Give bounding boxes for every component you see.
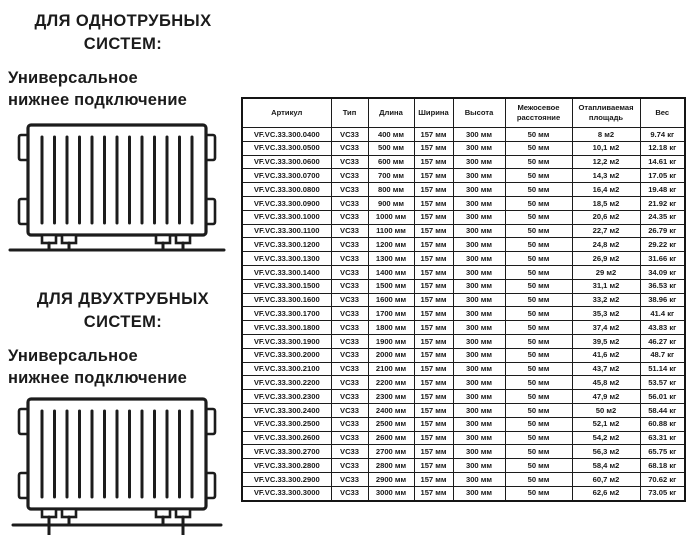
table-cell: VF.VC.33.300.1100 [242, 224, 331, 238]
table-cell: VF.VC.33.300.2200 [242, 376, 331, 390]
table-cell: 50 м2 [572, 403, 640, 417]
table-row [242, 403, 685, 417]
table-cell: 900 мм [368, 196, 414, 210]
table-cell: 45,8 м2 [572, 376, 640, 390]
radiator-two-pipe-bottom-connection-icon [8, 394, 226, 535]
table-cell: 47,9 м2 [572, 390, 640, 404]
single-pipe-heading [8, 10, 238, 56]
table-cell: 600 мм [368, 155, 414, 169]
table-cell: 300 мм [453, 141, 505, 155]
table-row [242, 445, 685, 459]
table-cell: 157 мм [414, 390, 453, 404]
table-row [242, 417, 685, 431]
table-row [242, 128, 685, 142]
table-cell: VF.VC.33.300.1900 [242, 334, 331, 348]
table-cell: VC33 [331, 293, 368, 307]
table-cell: VF.VC.33.300.1400 [242, 265, 331, 279]
table-cell: VC33 [331, 169, 368, 183]
table-cell: 2900 мм [368, 472, 414, 486]
table-cell: 60,7 м2 [572, 472, 640, 486]
heading-line: СИСТЕМ: [83, 313, 163, 331]
table-row [242, 472, 685, 486]
table-cell: 2400 мм [368, 403, 414, 417]
heading-line: ДЛЯ ДВУХТРУБНЫХ [36, 290, 210, 308]
table-cell: VC33 [331, 459, 368, 473]
table-cell: 46.27 кг [640, 334, 685, 348]
table-cell: VF.VC.33.300.0600 [242, 155, 331, 169]
table-cell: VC33 [331, 155, 368, 169]
table-cell: 300 мм [453, 293, 505, 307]
table-cell: VF.VC.33.300.0700 [242, 169, 331, 183]
table-cell: 157 мм [414, 141, 453, 155]
table-row [242, 348, 685, 362]
table-cell: 50 мм [505, 293, 572, 307]
column-header: Тип [331, 98, 368, 128]
table-cell: 300 мм [453, 334, 505, 348]
table-cell: 1800 мм [368, 321, 414, 335]
table-cell: VC33 [331, 279, 368, 293]
table-cell: 300 мм [453, 224, 505, 238]
table-cell: 157 мм [414, 293, 453, 307]
table-cell: VF.VC.33.300.1800 [242, 321, 331, 335]
table-cell: 50 мм [505, 169, 572, 183]
table-cell: VF.VC.33.300.0400 [242, 128, 331, 142]
table-cell: 50 мм [505, 362, 572, 376]
table-cell: 50 мм [505, 196, 572, 210]
table-row [242, 459, 685, 473]
table-cell: 157 мм [414, 155, 453, 169]
table-row [242, 224, 685, 238]
table-cell: VC33 [331, 472, 368, 486]
table-cell: 1700 мм [368, 307, 414, 321]
table-cell: 54,2 м2 [572, 431, 640, 445]
table-cell: 50 мм [505, 472, 572, 486]
table-cell: 50 мм [505, 183, 572, 197]
table-cell: VF.VC.33.300.0900 [242, 196, 331, 210]
header-row [242, 98, 685, 128]
table-cell: VC33 [331, 486, 368, 500]
table-cell: VF.VC.33.300.2000 [242, 348, 331, 362]
table-cell: 157 мм [414, 472, 453, 486]
column-header: Высота [453, 98, 505, 128]
table-cell: VF.VC.33.300.2800 [242, 459, 331, 473]
table-cell: 48.7 кг [640, 348, 685, 362]
table-cell: VC33 [331, 307, 368, 321]
table-cell: 3000 мм [368, 486, 414, 500]
subheading-line: Универсальное [8, 69, 138, 87]
table-cell: 50 мм [505, 307, 572, 321]
table-cell: 20,6 м2 [572, 210, 640, 224]
table-cell: VC33 [331, 445, 368, 459]
table-cell: 36.53 кг [640, 279, 685, 293]
table-cell: 157 мм [414, 403, 453, 417]
table-cell: 21.92 кг [640, 196, 685, 210]
table-cell: 1300 мм [368, 252, 414, 266]
table-row [242, 279, 685, 293]
table-cell: 157 мм [414, 128, 453, 142]
table-cell: 50 мм [505, 431, 572, 445]
table-cell: 700 мм [368, 169, 414, 183]
table-cell: VF.VC.33.300.1300 [242, 252, 331, 266]
table-cell: 157 мм [414, 183, 453, 197]
subheading-line: Универсальное [8, 347, 138, 365]
table-cell: VC33 [331, 403, 368, 417]
table-row [242, 334, 685, 348]
table-cell: 17.05 кг [640, 169, 685, 183]
table-cell: 50 мм [505, 279, 572, 293]
table-cell: 300 мм [453, 459, 505, 473]
table-cell: 300 мм [453, 376, 505, 390]
table-cell: 65.75 кг [640, 445, 685, 459]
table-row [242, 431, 685, 445]
table-cell: 58,4 м2 [572, 459, 640, 473]
table-row [242, 183, 685, 197]
subheading-line: нижнее подключение [8, 91, 188, 109]
table-cell: 300 мм [453, 472, 505, 486]
table-cell: VF.VC.33.300.2900 [242, 472, 331, 486]
table-cell: 50 мм [505, 376, 572, 390]
spec-table [241, 97, 686, 502]
table-cell: VF.VC.33.300.0500 [242, 141, 331, 155]
single-pipe-subheading [8, 67, 238, 111]
two-pipe-diagram-wrap [8, 394, 238, 535]
column-header: Межосевое расстояние [505, 98, 572, 128]
table-cell: VF.VC.33.300.3000 [242, 486, 331, 500]
table-row [242, 293, 685, 307]
table-cell: VC33 [331, 128, 368, 142]
table-cell: 35,3 м2 [572, 307, 640, 321]
table-cell: 300 мм [453, 155, 505, 169]
table-cell: 157 мм [414, 210, 453, 224]
table-cell: 300 мм [453, 390, 505, 404]
table-cell: VF.VC.33.300.1200 [242, 238, 331, 252]
table-cell: 300 мм [453, 210, 505, 224]
table-cell: 157 мм [414, 196, 453, 210]
table-row [242, 390, 685, 404]
table-cell: 400 мм [368, 128, 414, 142]
table-cell: 1900 мм [368, 334, 414, 348]
table-cell: 300 мм [453, 445, 505, 459]
table-cell: 2500 мм [368, 417, 414, 431]
table-cell: 300 мм [453, 279, 505, 293]
table-cell: 12.18 кг [640, 141, 685, 155]
table-cell: 157 мм [414, 376, 453, 390]
table-cell: 50 мм [505, 348, 572, 362]
table-cell: VC33 [331, 321, 368, 335]
table-cell: 157 мм [414, 321, 453, 335]
table-row [242, 196, 685, 210]
table-cell: 50 мм [505, 403, 572, 417]
table-cell: 19.48 кг [640, 183, 685, 197]
table-cell: 157 мм [414, 362, 453, 376]
table-cell: 157 мм [414, 348, 453, 362]
table-cell: 300 мм [453, 431, 505, 445]
table-cell: 22,7 м2 [572, 224, 640, 238]
table-cell: VC33 [331, 362, 368, 376]
subheading-line: нижнее подключение [8, 369, 188, 387]
table-cell: 8 м2 [572, 128, 640, 142]
table-cell: VC33 [331, 238, 368, 252]
table-cell: 33,2 м2 [572, 293, 640, 307]
table-row [242, 376, 685, 390]
table-cell: 300 мм [453, 348, 505, 362]
table-cell: 50 мм [505, 265, 572, 279]
table-cell: 43,7 м2 [572, 362, 640, 376]
radiator-single-pipe-bottom-connection-icon [8, 120, 226, 256]
table-cell: 38.96 кг [640, 293, 685, 307]
table-cell: 70.62 кг [640, 472, 685, 486]
table-cell: VC33 [331, 348, 368, 362]
column-header: Ширина [414, 98, 453, 128]
table-cell: 300 мм [453, 169, 505, 183]
table-row [242, 265, 685, 279]
table-cell: 300 мм [453, 321, 505, 335]
table-cell: 58.44 кг [640, 403, 685, 417]
table-cell: 157 мм [414, 279, 453, 293]
table-cell: 2000 мм [368, 348, 414, 362]
two-pipe-section [8, 288, 238, 535]
table-cell: 63.31 кг [640, 431, 685, 445]
table-cell: 31.66 кг [640, 252, 685, 266]
table-cell: 52,1 м2 [572, 417, 640, 431]
table-cell: 300 мм [453, 307, 505, 321]
table-cell: VF.VC.33.300.0800 [242, 183, 331, 197]
left-panel [8, 10, 238, 535]
table-cell: 157 мм [414, 459, 453, 473]
table-cell: 68.18 кг [640, 459, 685, 473]
table-cell: VC33 [331, 417, 368, 431]
column-header: Вес [640, 98, 685, 128]
table-row [242, 238, 685, 252]
table-cell: 26.79 кг [640, 224, 685, 238]
table-cell: 157 мм [414, 486, 453, 500]
column-header: Артикул [242, 98, 331, 128]
table-row [242, 169, 685, 183]
table-cell: 24.35 кг [640, 210, 685, 224]
table-cell: 2800 мм [368, 459, 414, 473]
table-cell: 34.09 кг [640, 265, 685, 279]
table-row [242, 210, 685, 224]
table-cell: 157 мм [414, 224, 453, 238]
table-cell: 56.01 кг [640, 390, 685, 404]
table-cell: VF.VC.33.300.1700 [242, 307, 331, 321]
table-cell: 300 мм [453, 183, 505, 197]
heading-line: СИСТЕМ: [83, 35, 163, 53]
table-cell: 1600 мм [368, 293, 414, 307]
two-pipe-heading [8, 288, 238, 334]
table-cell: VF.VC.33.300.2300 [242, 390, 331, 404]
table-cell: 50 мм [505, 445, 572, 459]
table-cell: VF.VC.33.300.1500 [242, 279, 331, 293]
table-cell: 500 мм [368, 141, 414, 155]
table-cell: 157 мм [414, 252, 453, 266]
table-cell: VC33 [331, 376, 368, 390]
table-cell: 300 мм [453, 486, 505, 500]
table-cell: 26,9 м2 [572, 252, 640, 266]
table-cell: 157 мм [414, 417, 453, 431]
table-cell: 18,5 м2 [572, 196, 640, 210]
column-header: Длина [368, 98, 414, 128]
column-header: Отапливаемая площадь [572, 98, 640, 128]
table-row [242, 486, 685, 500]
table-cell: 29 м2 [572, 265, 640, 279]
table-cell: VF.VC.33.300.2400 [242, 403, 331, 417]
table-cell: 60.88 кг [640, 417, 685, 431]
table-cell: VC33 [331, 334, 368, 348]
table-cell: 300 мм [453, 362, 505, 376]
table-cell: 50 мм [505, 321, 572, 335]
table-cell: 157 мм [414, 431, 453, 445]
table-cell: 157 мм [414, 265, 453, 279]
table-cell: VC33 [331, 141, 368, 155]
table-cell: 1000 мм [368, 210, 414, 224]
table-row [242, 321, 685, 335]
table-row [242, 362, 685, 376]
heading-line: ДЛЯ ОДНОТРУБНЫХ [34, 12, 212, 30]
table-cell: 157 мм [414, 169, 453, 183]
table-cell: 2100 мм [368, 362, 414, 376]
table-cell: 50 мм [505, 210, 572, 224]
table-cell: 50 мм [505, 224, 572, 238]
table-cell: VC33 [331, 252, 368, 266]
table-cell: 41,6 м2 [572, 348, 640, 362]
table-cell: 41.4 кг [640, 307, 685, 321]
single-pipe-diagram-wrap [8, 120, 238, 261]
table-row [242, 252, 685, 266]
table-cell: VC33 [331, 196, 368, 210]
table-cell: 9.74 кг [640, 128, 685, 142]
table-cell: 50 мм [505, 155, 572, 169]
table-cell: 157 мм [414, 334, 453, 348]
table-cell: VF.VC.33.300.2100 [242, 362, 331, 376]
two-pipe-subheading [8, 345, 238, 389]
table-cell: VF.VC.33.300.1600 [242, 293, 331, 307]
table-cell: VF.VC.33.300.2700 [242, 445, 331, 459]
table-cell: 2300 мм [368, 390, 414, 404]
table-cell: VC33 [331, 431, 368, 445]
table-body [242, 128, 685, 501]
table-cell: 300 мм [453, 196, 505, 210]
table-cell: 300 мм [453, 252, 505, 266]
table-row [242, 155, 685, 169]
table-cell: 56,3 м2 [572, 445, 640, 459]
table-row [242, 307, 685, 321]
table-cell: 43.83 кг [640, 321, 685, 335]
table-cell: 2700 мм [368, 445, 414, 459]
table-cell: 50 мм [505, 417, 572, 431]
table-cell: 53.57 кг [640, 376, 685, 390]
table-cell: 2600 мм [368, 431, 414, 445]
table-cell: VC33 [331, 183, 368, 197]
table-cell: VC33 [331, 210, 368, 224]
table-cell: 2200 мм [368, 376, 414, 390]
table-cell: 50 мм [505, 390, 572, 404]
table-cell: 50 мм [505, 238, 572, 252]
table-cell: VF.VC.33.300.1000 [242, 210, 331, 224]
table-cell: 14.61 кг [640, 155, 685, 169]
table-cell: 300 мм [453, 128, 505, 142]
table-cell: 1200 мм [368, 238, 414, 252]
table-cell: 157 мм [414, 307, 453, 321]
table-cell: 300 мм [453, 238, 505, 252]
table-cell: 16,4 м2 [572, 183, 640, 197]
table-cell: 39,5 м2 [572, 334, 640, 348]
table-cell: VF.VC.33.300.2500 [242, 417, 331, 431]
table-cell: 24,8 м2 [572, 238, 640, 252]
table-cell: 50 мм [505, 128, 572, 142]
table-cell: 800 мм [368, 183, 414, 197]
table-cell: 300 мм [453, 265, 505, 279]
table-cell: 10,1 м2 [572, 141, 640, 155]
table-cell: 14,3 м2 [572, 169, 640, 183]
table-cell: VF.VC.33.300.2600 [242, 431, 331, 445]
table-cell: 300 мм [453, 417, 505, 431]
table-cell: 1400 мм [368, 265, 414, 279]
table-cell: 29.22 кг [640, 238, 685, 252]
table-cell: 1100 мм [368, 224, 414, 238]
table-cell: VC33 [331, 224, 368, 238]
table-cell: 300 мм [453, 403, 505, 417]
table-cell: 37,4 м2 [572, 321, 640, 335]
table-cell: 62,6 м2 [572, 486, 640, 500]
table-cell: 50 мм [505, 141, 572, 155]
table-cell: 1500 мм [368, 279, 414, 293]
table-row [242, 141, 685, 155]
table-cell: 50 мм [505, 459, 572, 473]
single-pipe-section [8, 10, 238, 261]
table-cell: 31,1 м2 [572, 279, 640, 293]
table-cell: VC33 [331, 265, 368, 279]
table-cell: VC33 [331, 390, 368, 404]
table-cell: 12,2 м2 [572, 155, 640, 169]
table-cell: 50 мм [505, 334, 572, 348]
table-cell: 157 мм [414, 445, 453, 459]
table-cell: 157 мм [414, 238, 453, 252]
table-cell: 73.05 кг [640, 486, 685, 500]
table-cell: 50 мм [505, 252, 572, 266]
table-cell: 50 мм [505, 486, 572, 500]
table-cell: 51.14 кг [640, 362, 685, 376]
